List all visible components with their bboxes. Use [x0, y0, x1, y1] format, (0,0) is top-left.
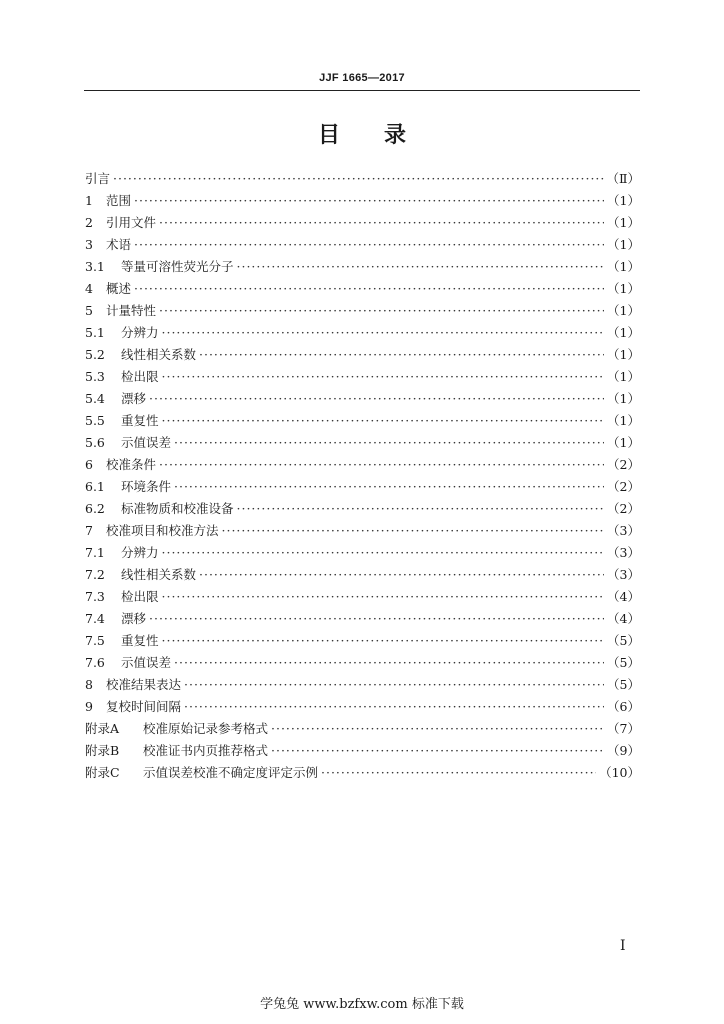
toc-leader-dots: [184, 696, 604, 718]
toc-entry-page: （1）: [607, 215, 640, 230]
toc-entry-label: [85, 432, 171, 454]
toc-entry[interactable]: [85, 278, 640, 300]
toc-entry[interactable]: [85, 454, 640, 476]
toc-entry[interactable]: [85, 256, 640, 278]
toc-entry-title: 分辨力: [121, 325, 159, 340]
toc-entry-page: （7）: [607, 721, 640, 736]
toc-entry-title: 校准证书内页推荐格式: [143, 743, 269, 758]
toc-entry-page: （1）: [607, 347, 640, 362]
toc-leader-dots: [184, 674, 604, 696]
toc-entry[interactable]: [85, 762, 640, 784]
toc-entry-label: [85, 674, 181, 696]
toc-entry-number: 3: [85, 237, 93, 252]
toc-leader-dots: [162, 410, 605, 432]
toc-entry[interactable]: [85, 564, 640, 586]
toc-entry[interactable]: [85, 608, 640, 630]
toc-leader-dots: [113, 168, 603, 190]
toc-entry[interactable]: [85, 542, 640, 564]
toc-entry-number: 5.4: [85, 391, 105, 406]
toc-leader-dots: [162, 586, 605, 608]
toc-entry-title: 等量可溶性荧光分子: [121, 259, 234, 274]
toc-leader-dots: [199, 564, 604, 586]
toc-leader-dots: [174, 476, 604, 498]
toc-entry-number: 5: [85, 303, 93, 318]
toc-leader-dots: [159, 300, 604, 322]
toc-entry-number: 7.6: [85, 655, 105, 670]
toc-entry-title: 漂移: [121, 391, 147, 406]
toc-entry-label: [85, 630, 159, 652]
toc-entry-number: 6.2: [85, 501, 105, 516]
toc-entry[interactable]: [85, 652, 640, 674]
toc-leader-dots: [321, 762, 596, 784]
toc-entry-page: （1）: [607, 435, 640, 450]
toc-entry-number: 6.1: [85, 479, 105, 494]
toc-entry[interactable]: [85, 300, 640, 322]
standard-code-header: JJF 1665—2017: [319, 72, 405, 84]
toc-entry-page: （1）: [607, 369, 640, 384]
toc-entry-number: 7.4: [85, 611, 105, 626]
toc-entry[interactable]: [85, 410, 640, 432]
toc-entry-number: 7.3: [85, 589, 105, 604]
toc-entry-title: 示值误差: [121, 435, 172, 450]
toc-entry-number: 5.2: [85, 347, 105, 362]
toc-entry-title: 范围: [106, 193, 132, 208]
toc-entry-label: [85, 454, 156, 476]
toc-entry-page: （5）: [607, 655, 640, 670]
toc-leader-dots: [134, 278, 604, 300]
toc-entry-page: （1）: [607, 325, 640, 340]
toc-entry-page: （1）: [607, 391, 640, 406]
toc-entry-title: 复校时间间隔: [106, 699, 182, 714]
page-title: 目录: [317, 122, 450, 148]
toc-entry-title: 计量特性: [106, 303, 157, 318]
toc-leader-dots: [149, 388, 604, 410]
toc-entry-label: [85, 388, 146, 410]
toc-entry-page: （4）: [607, 611, 640, 626]
toc-entry[interactable]: [85, 476, 640, 498]
toc-entry-number: 附录B: [85, 743, 120, 758]
toc-leader-dots: [174, 432, 604, 454]
toc-entry[interactable]: [85, 740, 640, 762]
toc-entry[interactable]: [85, 388, 640, 410]
toc-entry-label: [85, 762, 318, 784]
toc-entry-number: 附录A: [85, 721, 120, 736]
toc-entry-page: （3）: [607, 567, 640, 582]
toc-entry-title: 检出限: [121, 589, 159, 604]
toc-entry-number: 5.1: [85, 325, 105, 340]
toc-entry-title: 重复性: [121, 413, 159, 428]
toc-entry-label: [85, 322, 159, 344]
toc-entry-title: 概述: [106, 281, 132, 296]
toc-entry-label: [85, 344, 196, 366]
toc-entry-number: 5.6: [85, 435, 105, 450]
toc-entry[interactable]: [85, 344, 640, 366]
toc-entry-number: 8: [85, 677, 93, 692]
toc-leader-dots: [149, 608, 604, 630]
toc-leader-dots: [159, 212, 604, 234]
toc-entry-label: [85, 542, 159, 564]
toc-leader-dots: [162, 366, 605, 388]
toc-entry-title: 环境条件: [121, 479, 172, 494]
toc-entry-title: 漂移: [121, 611, 147, 626]
toc-entry-label: [85, 256, 234, 278]
table-of-contents: [85, 168, 640, 784]
toc-entry-page: （5）: [607, 633, 640, 648]
toc-entry-label: [85, 476, 171, 498]
toc-entry-page: （1）: [607, 303, 640, 318]
toc-entry-number: 4: [85, 281, 93, 296]
toc-entry-page: （1）: [607, 281, 640, 296]
toc-entry-label: [85, 564, 196, 586]
toc-entry-page: （6）: [607, 699, 640, 714]
toc-entry-title: 示值误差校准不确定度评定示例: [143, 765, 319, 780]
toc-entry[interactable]: [85, 674, 640, 696]
toc-leader-dots: [174, 652, 604, 674]
toc-entry-number: 附录C: [85, 765, 120, 780]
toc-leader-dots: [134, 190, 604, 212]
toc-entry-title: 引用文件: [106, 215, 157, 230]
toc-entry-label: [85, 498, 234, 520]
toc-leader-dots: [271, 740, 604, 762]
toc-entry[interactable]: [85, 234, 640, 256]
toc-entry-title: 线性相关系数: [121, 567, 197, 582]
toc-entry-label: [85, 586, 159, 608]
toc-entry-title: 术语: [106, 237, 132, 252]
toc-entry[interactable]: [85, 366, 640, 388]
toc-entry-title: 标准物质和校准设备: [121, 501, 234, 516]
toc-entry-label: [85, 740, 268, 762]
toc-entry-label: [85, 190, 131, 212]
toc-leader-dots: [271, 718, 604, 740]
toc-entry[interactable]: [85, 212, 640, 234]
toc-entry-label: [85, 520, 219, 542]
toc-entry-title: 校准项目和校准方法: [106, 523, 219, 538]
toc-entry[interactable]: [85, 190, 640, 212]
toc-entry-number: 5.5: [85, 413, 105, 428]
toc-entry-number: 2: [85, 215, 93, 230]
toc-entry[interactable]: [85, 630, 640, 652]
toc-entry-number: 3.1: [85, 259, 105, 274]
toc-leader-dots: [162, 322, 605, 344]
toc-entry[interactable]: [85, 586, 640, 608]
toc-entry-title: 线性相关系数: [121, 347, 197, 362]
toc-entry-title: 检出限: [121, 369, 159, 384]
toc-entry-page: （5）: [607, 677, 640, 692]
toc-entry-label: [85, 718, 268, 740]
toc-entry-title: 分辨力: [121, 545, 159, 560]
toc-entry-page: （2）: [607, 457, 640, 472]
toc-entry-page: （2）: [607, 479, 640, 494]
toc-entry-label: [85, 652, 171, 674]
toc-entry[interactable]: [85, 520, 640, 542]
toc-entry-number: 5.3: [85, 369, 105, 384]
toc-leader-dots: [159, 454, 604, 476]
footer-watermark: 学兔兔 www.bzfxw.com 标准下载: [260, 997, 464, 1012]
toc-entry-label: [85, 366, 159, 388]
toc-leader-dots: [162, 542, 605, 564]
toc-entry-page: （4）: [607, 589, 640, 604]
toc-entry-number: 1: [85, 193, 93, 208]
toc-entry-title: 重复性: [121, 633, 159, 648]
toc-leader-dots: [222, 520, 605, 542]
toc-entry-title: 校准结果表达: [106, 677, 182, 692]
toc-entry-label: [85, 608, 146, 630]
toc-entry-label: [85, 168, 110, 190]
toc-entry-label: [85, 234, 131, 256]
toc-entry-number: 9: [85, 699, 93, 714]
toc-entry-label: [85, 696, 181, 718]
toc-leader-dots: [237, 498, 605, 520]
page-number: I: [620, 938, 626, 954]
toc-entry-number: 7: [85, 523, 93, 538]
toc-entry-title: 校准原始记录参考格式: [143, 721, 269, 736]
toc-entry[interactable]: [85, 432, 640, 454]
toc-entry-number: 7.2: [85, 567, 105, 582]
toc-entry-number: 7.5: [85, 633, 105, 648]
toc-entry-page: （Ⅱ）: [606, 171, 640, 186]
toc-entry-title: 示值误差: [121, 655, 172, 670]
toc-entry[interactable]: [85, 498, 640, 520]
toc-entry-page: （9）: [607, 743, 640, 758]
toc-entry-page: （1）: [607, 413, 640, 428]
toc-entry-number: 7.1: [85, 545, 105, 560]
toc-entry-label: [85, 300, 156, 322]
toc-entry-label: [85, 278, 131, 300]
toc-entry-title: 校准条件: [106, 457, 157, 472]
toc-leader-dots: [237, 256, 605, 278]
toc-entry-page: （1）: [607, 237, 640, 252]
toc-entry-page: （10）: [599, 765, 640, 780]
toc-entry-page: （3）: [607, 523, 640, 538]
toc-entry-number: 6: [85, 457, 93, 472]
toc-leader-dots: [162, 630, 605, 652]
toc-entry-title: 引言: [85, 171, 111, 186]
toc-leader-dots: [134, 234, 604, 256]
toc-entry-page: （2）: [607, 501, 640, 516]
toc-entry[interactable]: [85, 718, 640, 740]
toc-entry-page: （1）: [607, 259, 640, 274]
toc-entry-label: [85, 410, 159, 432]
toc-entry-page: （3）: [607, 545, 640, 560]
toc-leader-dots: [199, 344, 604, 366]
toc-entry[interactable]: [85, 322, 640, 344]
toc-entry[interactable]: [85, 696, 640, 718]
toc-entry-page: （1）: [607, 193, 640, 208]
header-rule: [84, 90, 640, 91]
toc-entry-label: [85, 212, 156, 234]
toc-entry[interactable]: [85, 168, 640, 190]
